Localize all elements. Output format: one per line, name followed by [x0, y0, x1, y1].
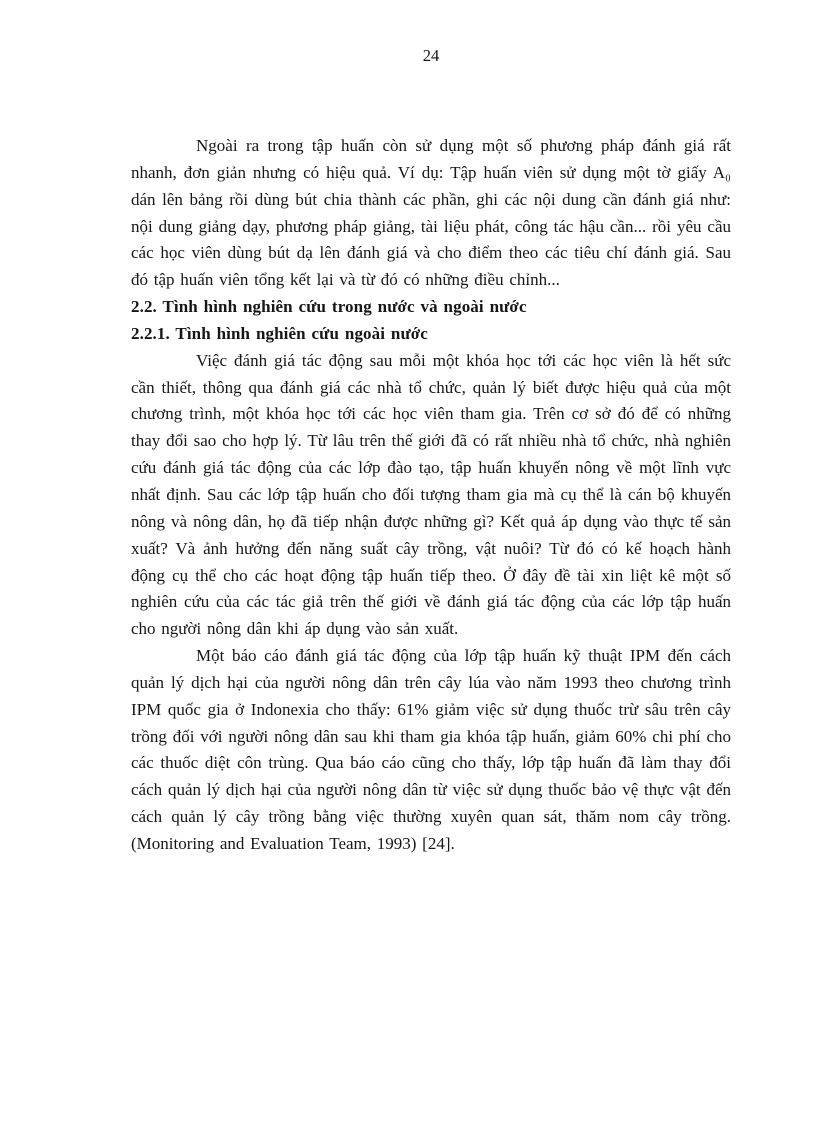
- paragraph-evaluation-methods: Ngoài ra trong tập huấn còn sử dụng một số phương pháp đánh giá rất nhanh, đơn giản nhưng có hiệu quả. Ví dụ: Tập huấn viên sử dụng một tờ giấy A₀ dán lên bảng rồi dùng bút chia thành các phần, ghi các nội dung cần đánh giá như: nội dung giảng dạy, phương pháp giảng, tài liệu phát, công tác hậu cần... rồi yêu cầu các học viên dùng bút dạ lên đánh giá và cho điểm theo các tiêu chí đánh giá. Sau đó tập huấn viên tổng kết lại và từ đó có những điều chỉnh...: [131, 136, 731, 290]
- page-text-block: [131, 133, 731, 858]
- section-heading-2-2-1: 2.2.1. Tình hình nghiên cứu ngoài nước: [131, 323, 428, 343]
- paragraph-ipm-report: Một báo cáo đánh giá tác động của lớp tập huấn kỹ thuật IPM đến cách quản lý dịch hại của người nông dân trên cây lúa vào năm 1993 theo chương trình IPM quốc gia ở Indonexia cho thấy: 61% giảm việc sử dụng thuốc trừ sâu trên cây trồng đối với người nông dân sau khi tham gia khóa tập huấn, giảm 60% chi phí cho các thuốc diệt côn trùng. Qua báo cáo cũng cho thấy, lớp tập huấn đã làm thay đổi cách quản lý dịch hại của người nông dân từ việc sử dụng thuốc bảo vệ thực vật đến cách quản lý cây trồng bằng việc thường xuyên quan sát, thăm nom cây trồng. (Monitoring and Evaluation Team, 1993) [24].: [131, 646, 731, 853]
- page-number: 24: [422, 46, 440, 65]
- section-heading-2-2: 2.2. Tình hình nghiên cứu trong nước và ngoài nước: [131, 297, 527, 317]
- paragraph-impact-assessment: Việc đánh giá tác động sau mỗi một khóa học tới các học viên là hết sức cần thiết, thông qua đánh giá các nhà tổ chức, quản lý biết được hiệu quả của một chương trình, một khóa học tới các học viên tham gia. Trên cơ sở đó để có những thay đổi sao cho hợp lý. Từ lâu trên thế giới đã có rất nhiều nhà tổ chức, nhà nghiên cứu đánh giá tác động của các lớp đào tạo, tập huấn khuyến nông về một lĩnh vực nhất định. Sau các lớp tập huấn cho đối tượng tham gia mà cụ thể là cán bộ khuyến nông và nông dân, họ đã tiếp nhận được những gì? Kết quả áp dụng vào thực tế sản xuất? Và ảnh hưởng đến năng suất cây trồng, vật nuôi? Từ đó có kế hoạch hành động cụ thể cho các hoạt động tập huấn tiếp theo. Ở đây đề tài xin liệt kê một số nghiên cứu của các tác giả trên thế giới về đánh giá tác động của các lớp tập huấn cho người nông dân khi áp dụng vào sản xuất.: [131, 350, 731, 639]
